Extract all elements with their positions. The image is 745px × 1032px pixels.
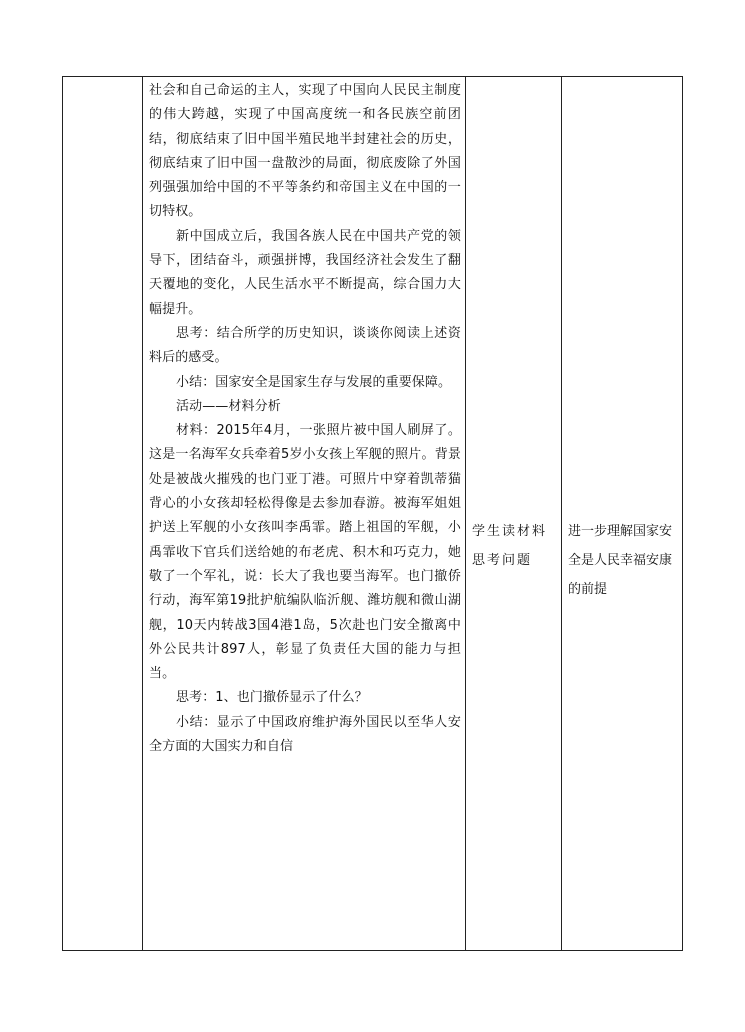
design-intent-text: 进一步理解国家安全是人民幸福安康的前提 <box>568 524 673 597</box>
content-paragraph-development: 新中国成立后，我国各族人民在中国共产党的领导下，团结奋斗，顽强拼博，我国经济社会发生了翻天覆地的变化，人民生活水平不断提高，综合国力大幅提升。 <box>149 228 461 317</box>
content-paragraph-founding: 社会和自己命运的主人，实现了中国向人民民主制度的伟大跨越，实现了中国高度统一和各民族空前团结，彻底结束了旧中国半殖民地半封建社会的历史，彻底结束了旧中国一盘散沙的局面，彻底废除了外国列强强加给中国的不平等条约和帝国主义在中国的一切特权。 <box>149 83 461 220</box>
table-row <box>63 77 683 951</box>
design-intent-cell <box>562 77 683 951</box>
teaching-content-cell <box>143 77 466 951</box>
spacer <box>568 77 678 517</box>
empty-cell <box>63 77 143 951</box>
activity-heading: 活动——材料分析 <box>176 398 281 414</box>
lesson-plan-table <box>62 76 683 951</box>
think-question-1: 思考：结合所学的历史知识，谈谈你阅读上述资料后的感受。 <box>149 325 461 366</box>
student-activity-text: 学生读材料思考问题 <box>472 524 548 568</box>
student-activity-cell <box>466 77 562 951</box>
think-question-2: 思考：1、也门撤侨显示了什么？ <box>176 690 368 706</box>
summary-2: 小结：显示了中国政府维护海外国民以至华人安全方面的大国实力和自信 <box>149 714 461 755</box>
summary-1: 小结：国家安全是国家生存与发展的重要保障。 <box>176 374 452 390</box>
material-paragraph: 材料：2015年4月，一张照片被中国人刷屏了。这是一名海军女兵牵着5岁小女孩上军舰的照片。背景处是被战火摧残的也门亚丁港。可照片中穿着凯蒂猫背心的小女孩却轻松得像是去参加春游。被海军姐姐护送上军舰的小女孩叫李禹霏。踏上祖国的军舰，小禹霏收下官兵们送给她的布老虎、积木和巧克力，她敬了一个军礼，说：长大了我也要当海军。也门撤侨行动，海军第19批护航编队临沂舰、潍坊舰和微山湖舰，10天内转战3国4港1岛，5次赴也门安全撤离中外公民共计897人，彰显了负责任大国的能力与担当。 <box>149 423 461 682</box>
spacer <box>472 77 557 517</box>
